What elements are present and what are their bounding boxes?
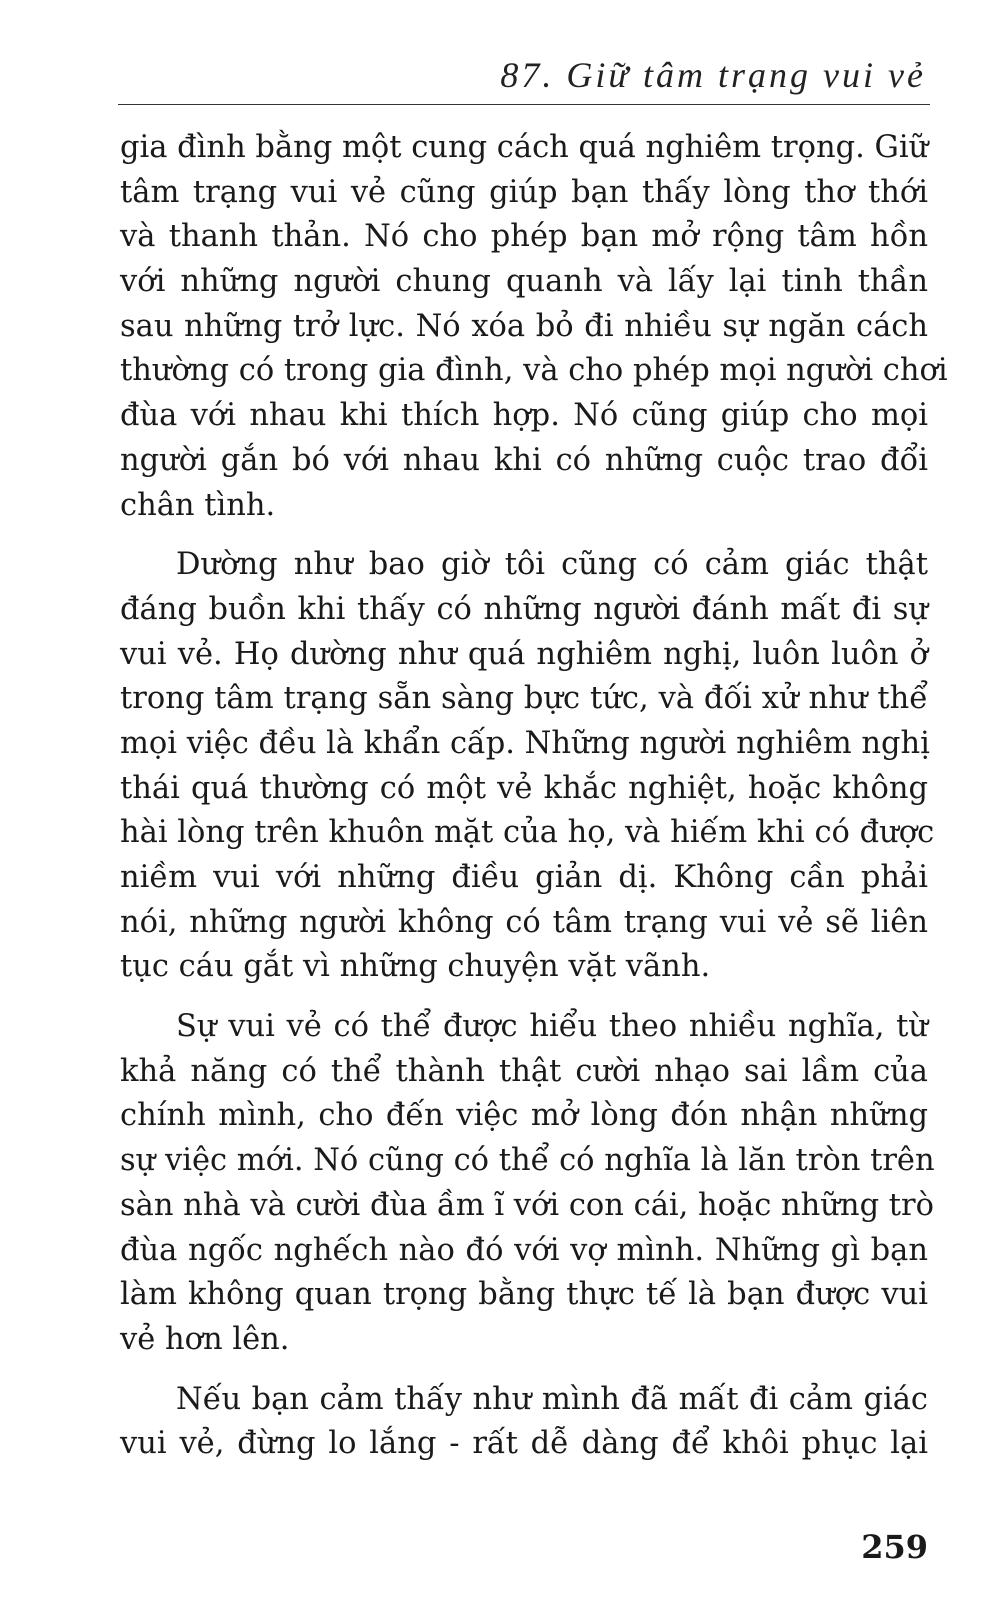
text-line: Nếu bạn cảm thấy như mình đã mất đi cảm giác — [176, 1381, 928, 1417]
chapter-title: 87. Giữ tâm trạng vui vẻ — [500, 55, 926, 95]
text-line: đùa ngốc nghếch nào đó với vợ mình. Những gì bạn — [120, 1232, 928, 1268]
text-line: mọi việc đều là khẩn cấp. Những người nghiêm nghị — [120, 725, 930, 761]
text-line: vẻ hơn lên. — [120, 1321, 290, 1357]
paragraph — [120, 543, 935, 990]
text-line: chính mình, cho đến việc mở lòng đón nhận những — [120, 1098, 928, 1134]
text-line: nói, những người không có tâm trạng vui vẻ sẽ liên — [120, 904, 928, 940]
text-line: đáng buồn khi thấy có những người đánh mất đi sự — [120, 591, 928, 627]
text-line: thái quá thường có một vẻ khắc nghiệt, hoặc không — [120, 770, 928, 806]
text-line: người gắn bó với nhau khi có những cuộc trao đổi — [120, 442, 928, 478]
page-number: 259 — [861, 1528, 928, 1566]
text-line: gia đình bằng một cung cách quá nghiêm trọng. Giữ — [120, 130, 929, 165]
text-line: trong tâm trạng sẵn sàng bực tức, và đối xử như thể — [120, 681, 928, 717]
text-line: với những người chung quanh và lấy lại tinh thần — [120, 264, 928, 300]
text-line: Dường như bao giờ tôi cũng có cảm giác thật — [176, 547, 928, 583]
text-line: sàn nhà và cười đùa ầm ĩ với con cái, hoặc những trò — [120, 1187, 934, 1223]
paragraph — [120, 1005, 935, 1363]
text-line: sau những trở lực. Nó xóa bỏ đi nhiều sự ngăn cách — [120, 308, 928, 344]
text-line: và thanh thản. Nó cho phép bạn mở rộng tâm hồn — [120, 219, 928, 255]
text-line: chân tình. — [120, 487, 276, 523]
running-header — [118, 52, 930, 105]
text-line: tục cáu gắt vì những chuyện vặt vãnh. — [120, 949, 711, 985]
body-text — [120, 126, 948, 1482]
text-line: vui vẻ, đừng lo lắng - rất dễ dàng để khôi phục lại — [120, 1426, 928, 1462]
text-line: vui vẻ. Họ dường như quá nghiêm nghị, luôn luôn ở — [120, 636, 928, 672]
text-line: đùa với nhau khi thích hợp. Nó cũng giúp cho mọi — [120, 398, 928, 434]
paragraph — [120, 1378, 928, 1467]
text-line: niềm vui với những điều giản dị. Không cần phải — [120, 860, 928, 895]
text-line: sự việc mới. Nó cũng có thể có nghĩa là lăn tròn trên — [120, 1143, 935, 1179]
text-line: Sự vui vẻ có thể được hiểu theo nhiều nghĩa, từ — [176, 1009, 928, 1045]
paragraph — [120, 126, 948, 528]
text-line: làm không quan trọng bằng thực tế là bạn được vui — [120, 1277, 928, 1313]
text-line: hài lòng trên khuôn mặt của họ, và hiếm khi có được — [120, 815, 935, 851]
text-line: tâm trạng vui vẻ cũng giúp bạn thấy lòng thơ thới — [120, 174, 928, 210]
text-line: khả năng có thể thành thật cười nhạo sai lầm của — [120, 1053, 928, 1089]
text-line: thường có trong gia đình, và cho phép mọi người chơi — [120, 353, 948, 389]
